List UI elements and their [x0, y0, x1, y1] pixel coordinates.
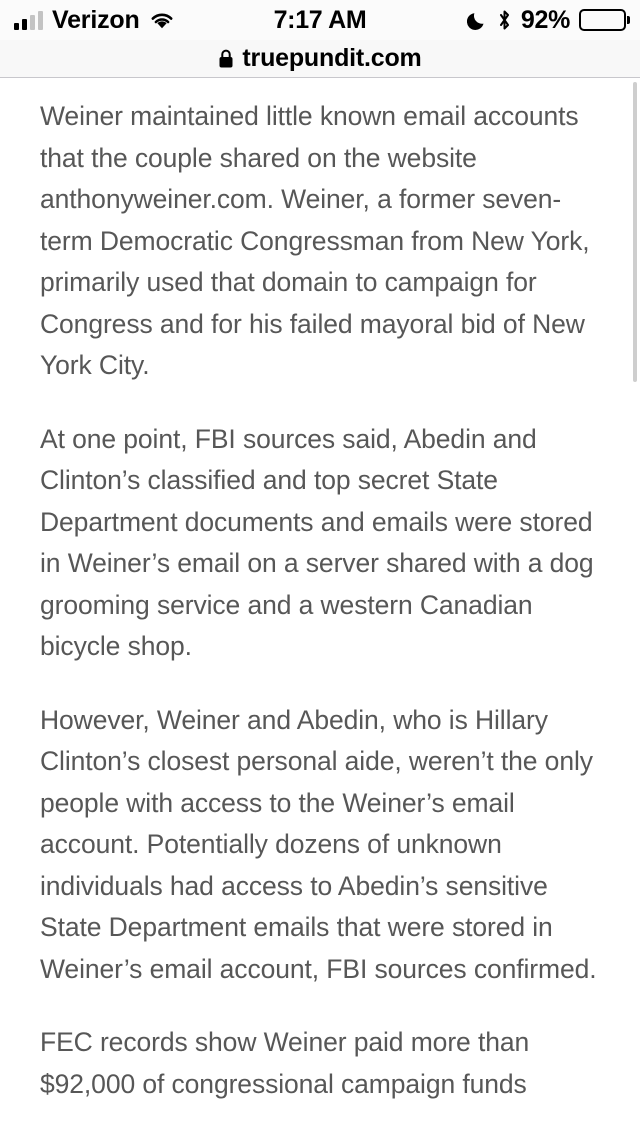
lock-icon: [218, 49, 234, 69]
wifi-icon: [149, 10, 175, 30]
vertical-scrollbar[interactable]: [633, 82, 637, 382]
status-bar-clock: 7:17 AM: [273, 5, 367, 34]
article-paragraph: At one point, FBI sources said, Abedin and Clinton’s classified and top secret State Department documents and emails were stored in Weiner’s email on a server shared with a dog grooming service and a western Canadian bicycle shop.: [40, 423, 594, 661]
cellular-signal-icon: [14, 11, 43, 30]
article-paragraph: Weiner maintained little known email accounts that the couple shared on the website anthonyweiner.com. Weiner, a former seven-term Democratic Congressman from New York, primarily used that domain to campaign for Congress and for his failed mayoral bid of New York City.: [40, 101, 590, 380]
status-bar-left: [14, 5, 175, 34]
article-paragraph: However, Weiner and Abedin, who is Hillary Clinton’s closest personal aide, weren’t the only people with access to the Weiner’s email account. Potentially dozens of unknown individuals had access to Abedin’s sensitive State Department emails that were stored in Weiner’s email account, FBI sources confirmed.: [40, 704, 597, 984]
battery-percent-label: 92%: [520, 5, 570, 34]
do-not-disturb-moon-icon: [467, 10, 488, 31]
carrier-label: Verizon: [52, 5, 140, 34]
article-paragraph: FEC records show Weiner paid more than $92,000 of congressional campaign funds: [40, 1027, 530, 1099]
browser-url-bar[interactable]: [0, 40, 640, 78]
url-text: truepundit.com: [242, 44, 422, 72]
bluetooth-icon: [497, 9, 512, 31]
status-bar: [0, 0, 640, 40]
battery-icon: [579, 9, 626, 31]
article-content[interactable]: [0, 78, 640, 1136]
status-bar-right: [467, 6, 626, 35]
